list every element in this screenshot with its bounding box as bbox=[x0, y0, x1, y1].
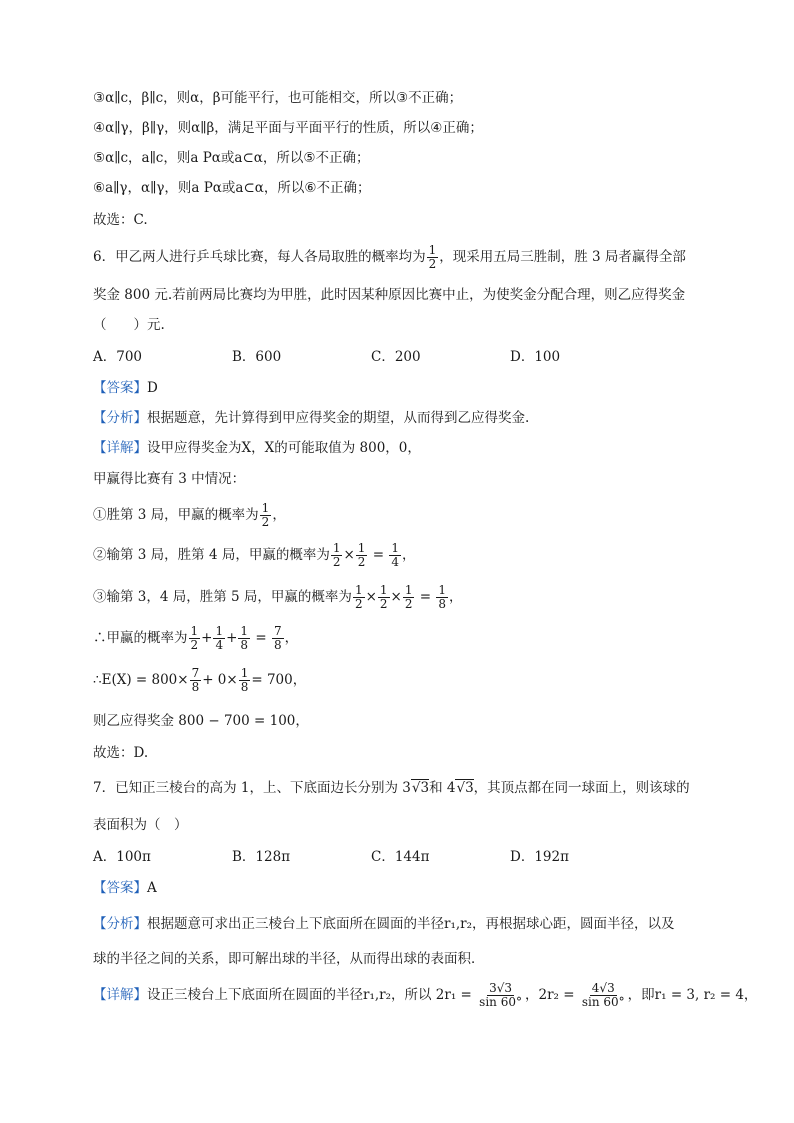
q6-answer bbox=[93, 376, 158, 396]
fraction-numerator: 1 bbox=[379, 583, 388, 597]
analysis-text: 根据题意，先计算得到甲应得奖金的期望，从而得到乙应得奖金. bbox=[147, 410, 530, 426]
fraction-denominator: 4 bbox=[391, 555, 399, 569]
fraction-numerator: 1 bbox=[354, 583, 363, 597]
statement-4 bbox=[93, 116, 483, 136]
statement-3 bbox=[93, 86, 462, 106]
fraction-denominator: 2 bbox=[261, 515, 270, 529]
fraction-numerator: 1 bbox=[428, 243, 437, 257]
q6-stem-text: 6．甲乙两人进行乒乓球比赛，每人各局取胜的概率均为 bbox=[93, 249, 426, 265]
q7-stem-line1 bbox=[93, 776, 690, 796]
sqrt-value: 3 bbox=[465, 780, 474, 796]
fraction-numerator: 1 bbox=[391, 541, 399, 555]
fraction-denominator: 2 bbox=[190, 638, 199, 652]
answer-choice-d: 故选：D. bbox=[93, 745, 149, 761]
sum-text: ∴甲赢的概率为 bbox=[93, 630, 188, 646]
case-text: ②输第 3 局，胜第 4 局，甲赢的概率为 bbox=[93, 547, 330, 563]
fraction-numerator: 1 bbox=[357, 541, 366, 555]
fraction bbox=[189, 625, 201, 652]
fraction-denominator: 2 bbox=[404, 597, 413, 611]
fraction-denominator: 2 bbox=[379, 597, 388, 611]
detail-text: 设正三棱台上下底面所在圆面的半径r₁,r₂，所以 2r₁ = bbox=[147, 987, 472, 1003]
q7-answer bbox=[93, 876, 157, 896]
sqrt: √3 bbox=[456, 780, 474, 796]
sqrt: √3 bbox=[411, 780, 430, 796]
q6-sum: ∴甲赢的概率为 $\frac{1}{2}$ + $\frac{1}{4}$ + $\frac{1}{8}$ = $\frac{7}{8}$ ， bbox=[93, 624, 299, 652]
q6-stem-text: ，现采用五局三胜制，胜 3 局者赢得全部 bbox=[439, 249, 686, 265]
q6-case-3: ③输第 3，4 局，胜第 5 局，甲赢的概率为 $\frac{1}{2}$ × $\frac{1}{2}$ × $\frac{1}{2}$ = $\frac{1}{8}$ ， bbox=[93, 583, 463, 611]
fraction bbox=[580, 982, 627, 1009]
fraction-numerator: 1 bbox=[190, 624, 199, 638]
q6-stem-line3: （ ）元. bbox=[93, 317, 165, 333]
fraction-numerator: 1 bbox=[438, 583, 447, 597]
q6-option-d: D．100 bbox=[510, 349, 561, 365]
fraction-denominator: sin 60° bbox=[581, 995, 625, 1009]
q6-case-1 bbox=[93, 502, 286, 529]
detail-tag: 【详解】 bbox=[93, 987, 147, 1003]
fraction bbox=[213, 625, 225, 652]
fraction-denominator: sin 60° bbox=[479, 995, 522, 1009]
detail-mid: ，2r₂ = bbox=[524, 987, 575, 1003]
fraction bbox=[239, 667, 251, 694]
q7-option-d: D．192π bbox=[510, 849, 569, 865]
circled-number: ④ bbox=[93, 120, 106, 136]
fraction bbox=[378, 584, 390, 611]
answer-value: A bbox=[147, 880, 157, 896]
fraction-numerator: 1 bbox=[261, 501, 270, 515]
statement-6 bbox=[93, 176, 371, 196]
q7-stem-text: ，其顶点都在同一球面上，则该球的 bbox=[473, 780, 690, 796]
fraction bbox=[260, 502, 272, 529]
fraction bbox=[436, 584, 448, 611]
answer-value: D bbox=[147, 380, 158, 396]
fraction-denominator: 2 bbox=[357, 555, 366, 569]
expectation-end: = 700， bbox=[251, 672, 307, 688]
fraction-numerator: 1 bbox=[240, 624, 249, 638]
statement-5 bbox=[93, 146, 370, 166]
circled-number: ⑥ bbox=[93, 180, 106, 196]
q6-detail bbox=[93, 436, 421, 456]
q6-analysis bbox=[93, 406, 529, 426]
fraction-numerator: 1 bbox=[215, 624, 224, 638]
fraction bbox=[353, 584, 365, 611]
q6-cases-intro: 甲赢得比赛有 3 中情况： bbox=[93, 471, 246, 487]
circled-number: ③ bbox=[396, 90, 409, 106]
fraction bbox=[272, 625, 284, 652]
fraction-denominator: 8 bbox=[240, 638, 249, 652]
fraction-denominator: 8 bbox=[273, 638, 282, 652]
statement-tail: 不正确； bbox=[316, 180, 371, 196]
fraction-numerator: 1 bbox=[240, 666, 249, 680]
q6-option-a: A．700 bbox=[93, 349, 143, 365]
q7-detail bbox=[93, 982, 757, 1009]
circled-number: ⑤ bbox=[93, 150, 106, 166]
circled-number: ③ bbox=[93, 90, 106, 106]
q7-analysis-line1 bbox=[93, 912, 675, 932]
fraction-numerator: 3√3 bbox=[489, 981, 513, 995]
fraction-denominator: 2 bbox=[428, 257, 437, 271]
answer-choice-c: 故选：C. bbox=[93, 212, 148, 228]
fraction-numerator: 7 bbox=[191, 666, 200, 680]
fraction bbox=[190, 667, 202, 694]
punctuation: ， bbox=[272, 507, 286, 523]
expectation-mid: + 0× bbox=[202, 672, 238, 688]
analysis-tag: 【分析】 bbox=[93, 410, 147, 426]
fraction bbox=[331, 542, 343, 569]
case-text: ①胜第 3 局，甲赢的概率为 bbox=[93, 507, 259, 523]
statement-text: α∥γ，β∥γ，则α∥β，满足平面与平面平行的性质，所以 bbox=[105, 120, 431, 136]
answer-tag: 【答案】 bbox=[93, 880, 147, 896]
statement-tail: 不正确； bbox=[315, 150, 370, 166]
expectation-text: ∴E(X) = 800× bbox=[93, 672, 189, 688]
q6-option-b: B．600 bbox=[232, 349, 282, 365]
q7-option-c: C．144π bbox=[371, 849, 430, 865]
statement-text: α∥c，a∥c，则a Pα或a⊂α，所以 bbox=[105, 150, 304, 166]
detail-end: ，即r₁ = 3, r₂ = 4， bbox=[627, 987, 758, 1003]
circled-number: ④ bbox=[430, 120, 443, 136]
q6-yi-result: 则乙应得奖金 800 − 700 = 100， bbox=[93, 713, 309, 729]
fraction bbox=[238, 625, 250, 652]
fraction-half bbox=[427, 244, 439, 271]
fraction bbox=[403, 584, 415, 611]
answer-tag: 【答案】 bbox=[93, 380, 147, 396]
fraction bbox=[356, 542, 368, 569]
analysis-text: 根据题意可求出正三棱台上下底面所在圆面的半径r₁,r₂，再根据球心距，圆面半径，以及 bbox=[147, 916, 675, 932]
detail-tag: 【详解】 bbox=[93, 440, 147, 456]
statement-text: α∥c，β∥c，则α，β可能平行，也可能相交，所以 bbox=[105, 90, 397, 106]
q7-option-b: B．128π bbox=[232, 849, 291, 865]
circled-number: ⑥ bbox=[304, 180, 317, 196]
q6-expectation bbox=[93, 667, 306, 694]
fraction bbox=[389, 542, 401, 569]
fraction-numerator: 1 bbox=[404, 583, 413, 597]
q6-case-2: ②输第 3 局，胜第 4 局，甲赢的概率为 $\frac{1}{2}$ × $\frac{1}{2}$ = $\frac{1}{4}$ ， bbox=[93, 541, 416, 569]
case-text: ③输第 3，4 局，胜第 5 局，甲赢的概率为 bbox=[93, 589, 352, 605]
analysis-tag: 【分析】 bbox=[93, 916, 147, 932]
sqrt-value: 3 bbox=[420, 780, 430, 796]
q7-analysis-line2: 球的半径之间的关系，即可解出球的半径，从而得出球的表面积． bbox=[93, 951, 485, 967]
statement-tail: 正确； bbox=[442, 120, 483, 136]
fraction-denominator: 8 bbox=[240, 680, 249, 694]
statement-tail: 不正确； bbox=[408, 90, 463, 106]
fraction-denominator: 4 bbox=[215, 638, 224, 652]
fraction-denominator: 2 bbox=[332, 555, 341, 569]
q6-stem-line1 bbox=[93, 244, 686, 271]
fraction-numerator: 4√3 bbox=[591, 981, 615, 995]
q6-option-c: C．200 bbox=[371, 349, 421, 365]
q6-stem-line2: 奖金 800 元.若前两局比赛均为甲胜，此时因某种原因比赛中止，为使奖金分配合理，则乙应得奖金 bbox=[93, 287, 686, 303]
q7-option-a: A．100π bbox=[93, 849, 151, 865]
q7-stem-text: 和 4 bbox=[429, 780, 456, 796]
statement-text: a∥γ，α∥γ，则a Pα或a⊂α，所以 bbox=[105, 180, 305, 196]
fraction-denominator: 8 bbox=[191, 680, 200, 694]
q7-stem-text: 7．已知正三棱台的高为 1，上、下底面边长分别为 3 bbox=[93, 780, 411, 796]
q7-stem-line2: 表面积为（ ） bbox=[93, 817, 188, 833]
fraction-denominator: 2 bbox=[354, 597, 363, 611]
detail-text: 设甲应得奖金为X，X的可能取值为 800，0， bbox=[147, 440, 421, 456]
circled-number: ⑤ bbox=[303, 150, 316, 166]
fraction-numerator: 1 bbox=[332, 541, 341, 555]
fraction bbox=[477, 982, 524, 1009]
fraction-numerator: 7 bbox=[273, 624, 282, 638]
fraction-denominator: 8 bbox=[438, 597, 447, 611]
